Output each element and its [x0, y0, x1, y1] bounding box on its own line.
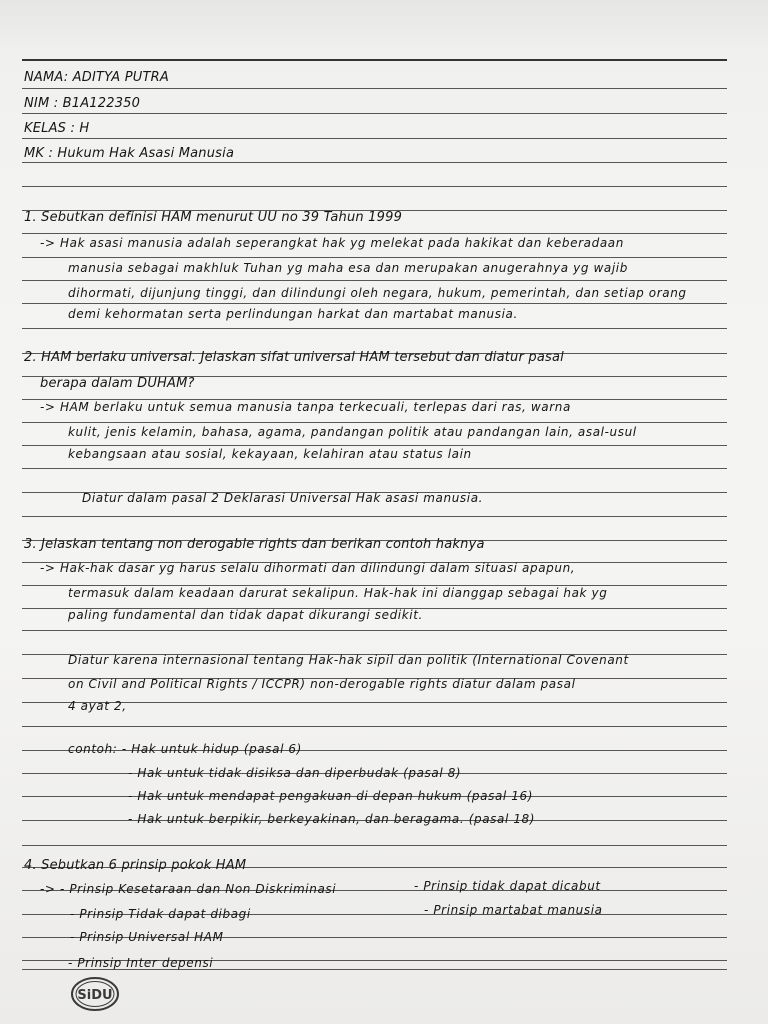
ruled-line — [22, 726, 727, 727]
principle-6: - Prinsip martabat manusia — [424, 903, 603, 917]
ruled-line — [22, 257, 727, 258]
ruled-line — [22, 233, 727, 234]
answer-2-line-1: -> HAM berlaku untuk semua manusia tanpa terkecuali, terlepas dari ras, warna — [40, 400, 571, 414]
ruled-line — [22, 845, 727, 846]
question-1: 1. Sebutkan definisi HAM menurut UU no 39 Tahun 1999 — [24, 210, 403, 225]
answer-3-line-4: Diatur karena internasional tentang Hak-hak sipil dan politik (International Covenant — [68, 653, 629, 667]
question-2-line-2: berapa dalam DUHAM? — [40, 376, 195, 391]
example-3: - Hak untuk mendapat pengakuan di depan hukum (pasal 16) — [128, 789, 533, 803]
answer-1-line-2: manusia sebagai makhluk Tuhan yg maha esa dan merupakan anugerahnya yg wajib — [68, 261, 628, 275]
answer-1-line-3: dihormati, dijunjung tinggi, dan dilindungi oleh negara, hukum, pemerintah, dan setiap orang — [68, 286, 687, 300]
ruled-line — [22, 88, 727, 89]
answer-2-line-2: kulit, jenis kelamin, bahasa, agama, pandangan politik atau pandangan lain, asal-usul — [68, 425, 637, 439]
principle-4: - Prinsip Inter depensi — [68, 956, 214, 970]
student-nim: NIM : B1A122350 — [24, 96, 141, 111]
ruled-line — [22, 138, 727, 139]
example-1: contoh: - Hak untuk hidup (pasal 6) — [68, 742, 302, 756]
ruled-line — [22, 422, 727, 423]
principle-5: - Prinsip tidak dapat dicabut — [414, 879, 601, 893]
ruled-line — [22, 516, 727, 517]
student-name: NAMA: ADITYA PUTRA — [24, 70, 169, 85]
ruled-line — [22, 162, 727, 163]
ruled-line — [22, 468, 727, 469]
answer-3-line-2: termasuk dalam keadaan darurat sekalipun. Hak-hak ini dianggap sebagai hak yg — [68, 586, 608, 600]
ruled-line — [22, 328, 727, 329]
answer-3-line-3: paling fundamental dan tidak dapat dikurangi sedikit. — [68, 608, 423, 622]
principle-1: -> - Prinsip Kesetaraan dan Non Diskriminasi — [40, 882, 337, 896]
question-2-line-1: 2. HAM berlaku universal. Jelaskan sifat universal HAM tersebut dan diatur pasal — [24, 350, 564, 365]
example-4: - Hak untuk berpikir, berkeyakinan, dan beragama. (pasal 18) — [128, 812, 536, 826]
principle-3: - Prinsip Universal HAM — [70, 930, 224, 944]
ruled-line — [22, 113, 727, 114]
answer-2-line-3: kebangsaan atau sosial, kekayaan, kelahiran atau status lain — [68, 447, 472, 461]
course: MK : Hukum Hak Asasi Manusia — [24, 146, 235, 161]
question-3: 3. Jelaskan tentang non derogable rights dan berikan contoh haknya — [24, 537, 485, 552]
sidu-logo-text: SiDU — [77, 988, 113, 1003]
page-top-shadow — [0, 0, 768, 52]
answer-1-line-1: -> Hak asasi manusia adalah seperangkat hak yg melekat pada hakikat dan keberadaan — [40, 236, 624, 250]
principle-2: - Prinsip Tidak dapat dibagi — [70, 907, 251, 921]
ruled-line — [22, 630, 727, 631]
answer-3-line-6: 4 ayat 2, — [68, 699, 127, 713]
ruled-line — [22, 280, 727, 281]
example-2: - Hak untuk tidak disiksa dan diperbudak (pasal 8) — [128, 766, 462, 780]
ruled-line — [22, 59, 727, 61]
class: KELAS : H — [24, 121, 90, 136]
answer-3-line-5: on Civil and Political Rights / ICCPR) non-derogable rights diatur dalam pasal — [68, 677, 576, 691]
question-4: 4. Sebutkan 6 prinsip pokok HAM — [24, 858, 247, 873]
ruled-line — [22, 303, 727, 304]
answer-1-line-4: demi kehormatan serta perlindungan harkat dan martabat manusia. — [68, 307, 518, 321]
ruled-line — [22, 186, 727, 187]
ruled-line — [22, 702, 727, 703]
answer-2-line-4: Diatur dalam pasal 2 Deklarasi Universal Hak asasi manusia. — [82, 491, 484, 505]
answer-3-line-1: -> Hak-hak dasar yg harus selalu dihormati dan dilindungi dalam situasi apapun, — [40, 561, 576, 575]
sidu-logo — [70, 976, 120, 1012]
